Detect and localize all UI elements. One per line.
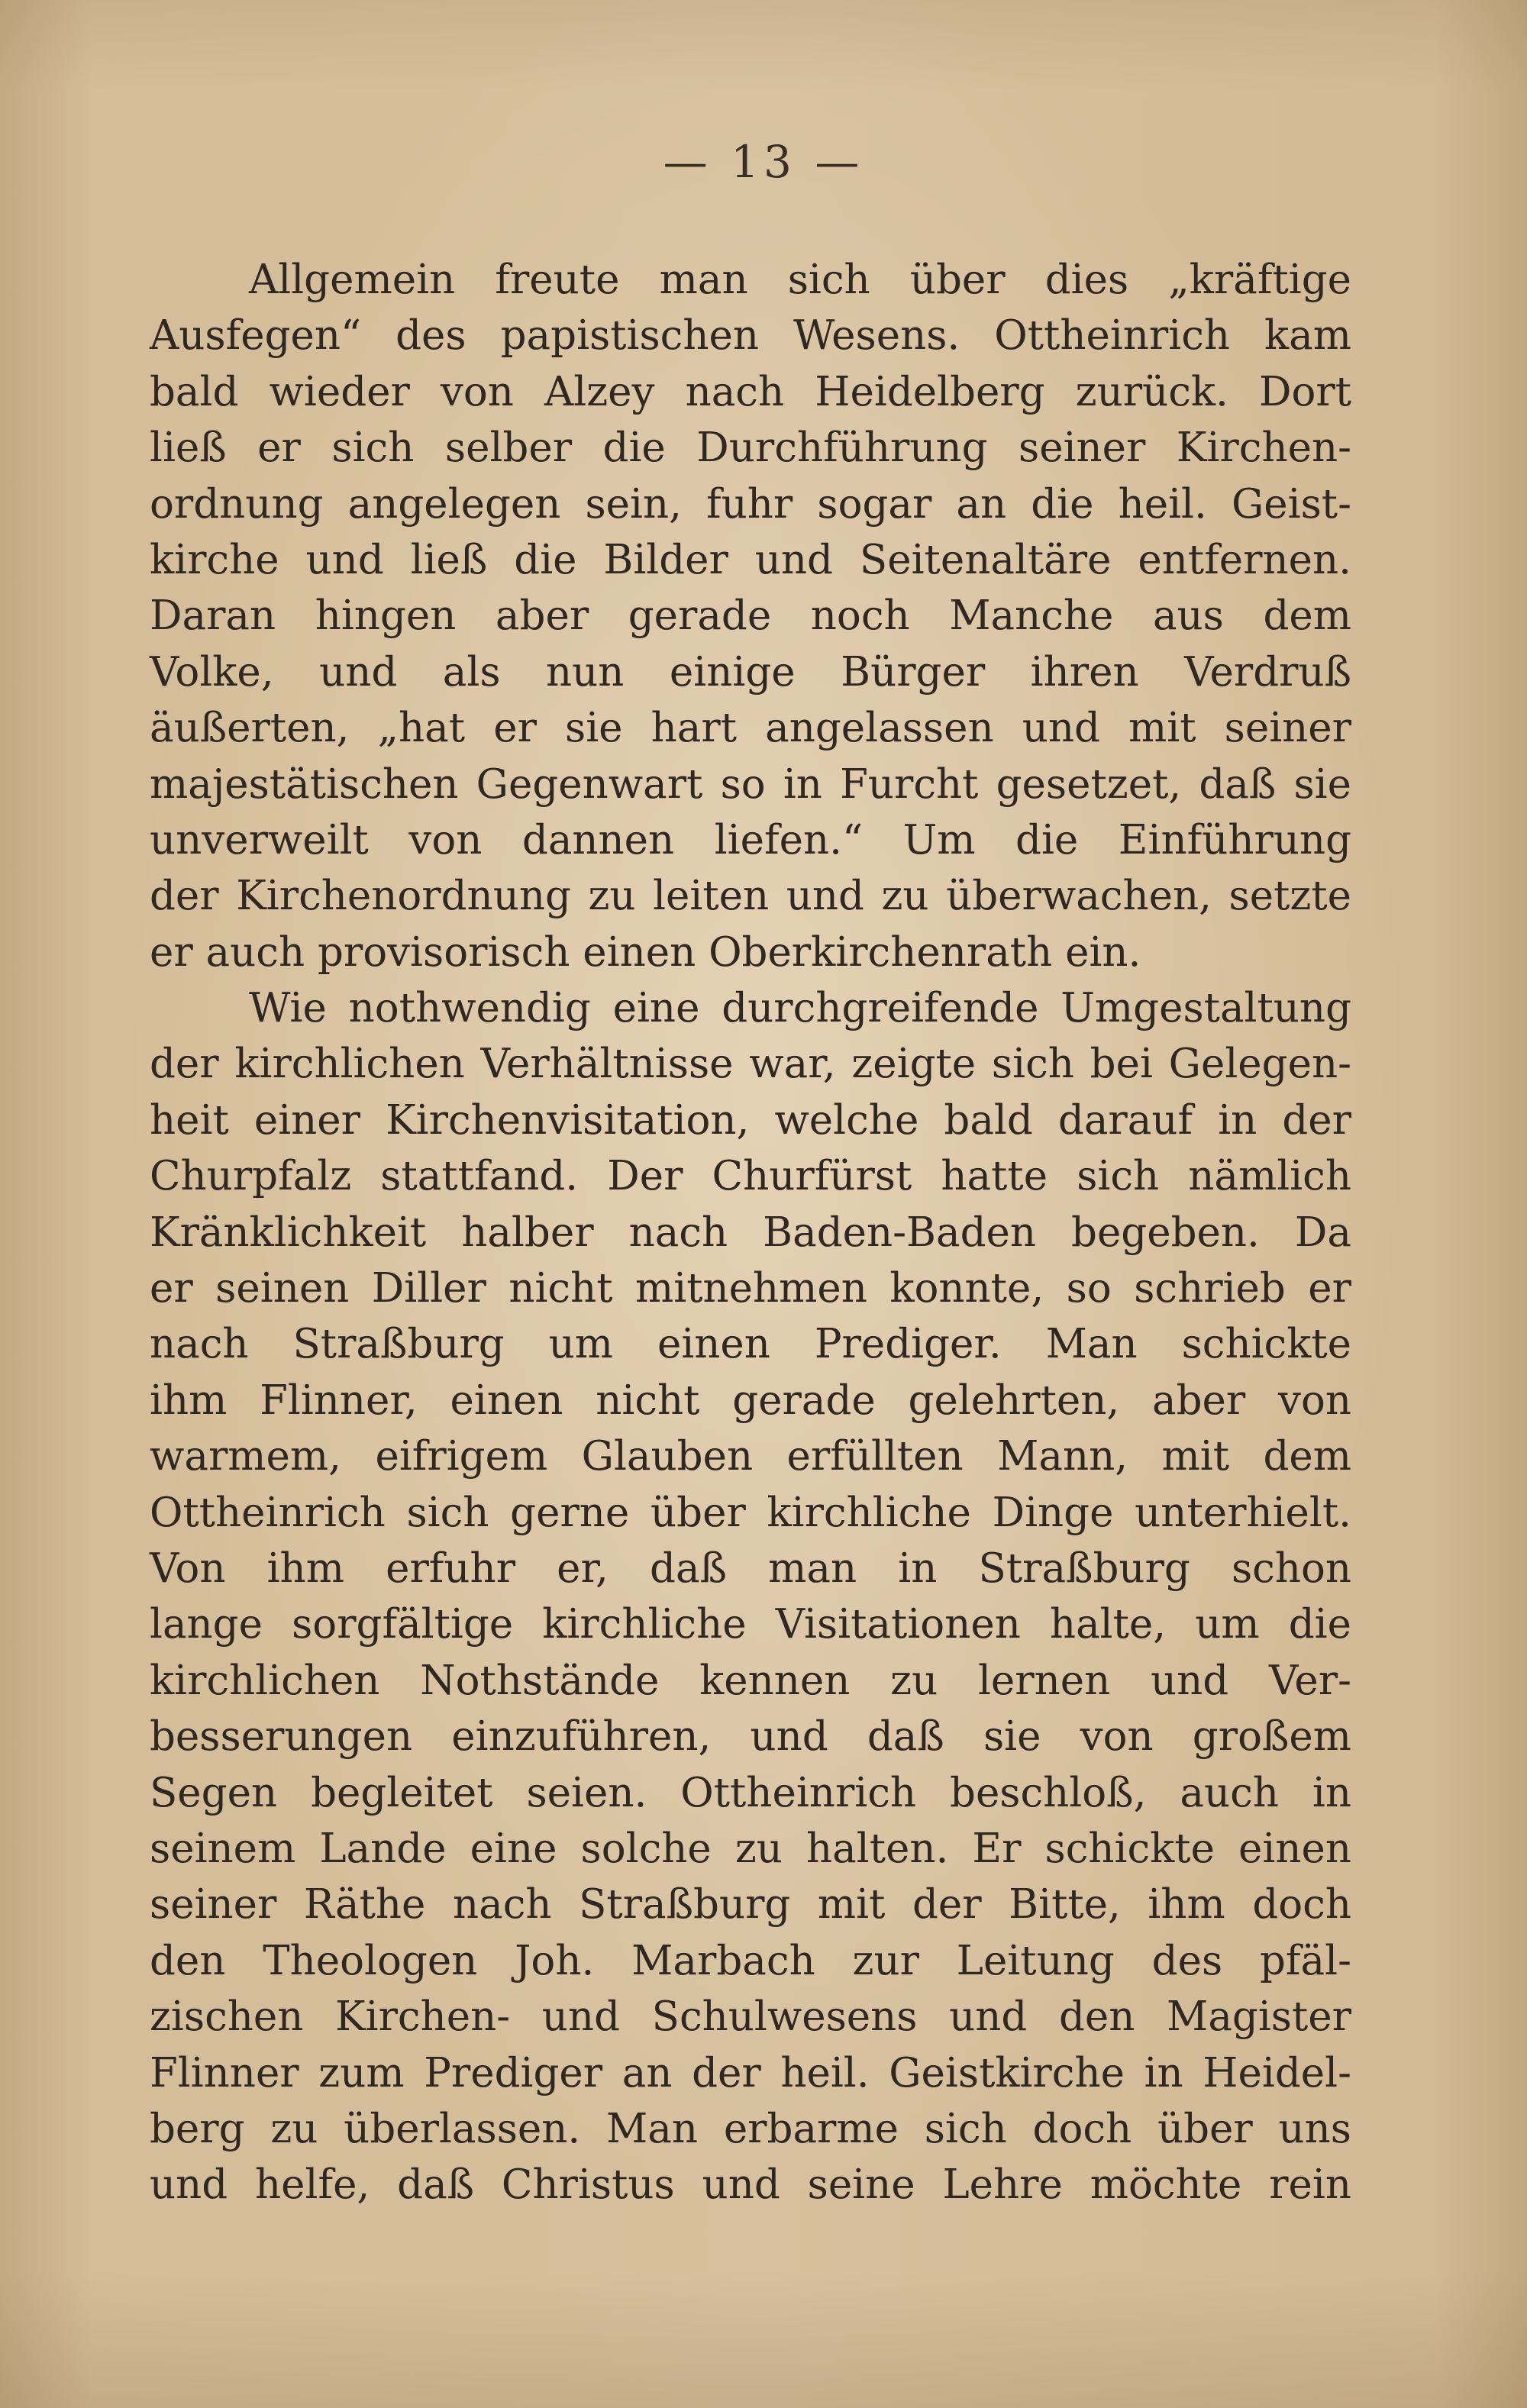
text-line: berg zu überlassen. Man erbarme sich doch über uns: [150, 2105, 1351, 2152]
text-line: Von ihm erfuhr er, daß man in Straßburg schon: [150, 1545, 1351, 1592]
text-line: besserungen einzuführen, und daß sie von großem: [150, 1713, 1351, 1761]
text-line: ordnung angelegen sein, fuhr sogar an die heil. Geist-: [150, 480, 1351, 528]
text-line: bald wieder von Alzey nach Heidelberg zurück. Dort: [150, 368, 1351, 415]
body-text: [150, 252, 1351, 2213]
text-line: äußerten, „hat er sie hart angelassen und mit seiner: [150, 705, 1351, 752]
text-line: lange sorgfältige kirchliche Visitationen halte, um die: [150, 1601, 1351, 1648]
text-line: Daran hingen aber gerade noch Manche aus dem: [150, 592, 1351, 640]
text-line: unverweilt von dannen liefen.“ Um die Einführung: [150, 816, 1351, 863]
page-top-shadow: [0, 0, 1527, 92]
text-line: kirche und ließ die Bilder und Seitenaltäre entfernen.: [150, 536, 1351, 583]
text-line: seinem Lande eine solche zu halten. Er schickte einen: [150, 1825, 1351, 1872]
text-line: ihm Flinner, einen nicht gerade gelehrten, aber von: [150, 1377, 1351, 1424]
text-line: Segen begleitet seien. Ottheinrich beschloß, auch in: [150, 1769, 1351, 1816]
text-line: Flinner zum Prediger an der heil. Geistkirche in Heidel-: [150, 2049, 1351, 2097]
text-line: seiner Räthe nach Straßburg mit der Bitte, ihm doch: [150, 1881, 1351, 1929]
text-line: Wie nothwendig eine durchgreifende Umgestaltung: [249, 985, 1351, 1032]
text-line: der kirchlichen Verhältnisse war, zeigte sich bei Gelegen-: [150, 1041, 1351, 1088]
text-line: nach Straßburg um einen Prediger. Man schickte: [150, 1321, 1351, 1368]
text-line: Volke, und als nun einige Bürger ihren Verdruß: [150, 648, 1351, 696]
text-line: zischen Kirchen- und Schulwesens und den Magister: [150, 1993, 1351, 2041]
paragraph-1: [150, 252, 1351, 980]
text-line: er seinen Diller nicht mitnehmen konnte, so schrieb er: [150, 1265, 1351, 1312]
text-line: Ausfegen“ des papistischen Wesens. Ottheinrich kam: [150, 312, 1351, 360]
paragraph-2: [150, 980, 1351, 2213]
text-line: Kränklichkeit halber nach Baden-Baden begeben. Da: [150, 1209, 1351, 1256]
text-line: warmem, eifrigem Glauben erfüllten Mann, mit dem: [150, 1433, 1351, 1480]
text-line: den Theologen Joh. Marbach zur Leitung des pfäl-: [150, 1937, 1351, 1984]
text-line: heit einer Kirchenvisitation, welche bald darauf in der: [150, 1096, 1351, 1144]
page-number: — 13 —: [663, 136, 864, 188]
page-bottom-shadow: [0, 2271, 1527, 2408]
text-line: Churpfalz stattfand. Der Churfürst hatte sich nämlich: [150, 1153, 1351, 1200]
text-line: der Kirchenordnung zu leiten und zu überwachen, setzte: [150, 873, 1351, 920]
text-line: Ottheinrich sich gerne über kirchliche Dinge unterhielt.: [150, 1489, 1351, 1536]
text-line: Allgemein freute man sich über dies „kräftige: [249, 257, 1351, 303]
text-line: majestätischen Gegenwart so in Furcht gesetzet, daß sie: [150, 760, 1351, 808]
text-line: kirchlichen Nothstände kennen zu lernen und Ver-: [150, 1657, 1351, 1704]
text-line: und helfe, daß Christus und seine Lehre möchte rein: [150, 2161, 1351, 2209]
text-line: ließ er sich selber die Durchführung seiner Kirchen-: [150, 424, 1351, 472]
text-line: er auch provisorisch einen Oberkirchenrath ein.: [150, 928, 1141, 976]
